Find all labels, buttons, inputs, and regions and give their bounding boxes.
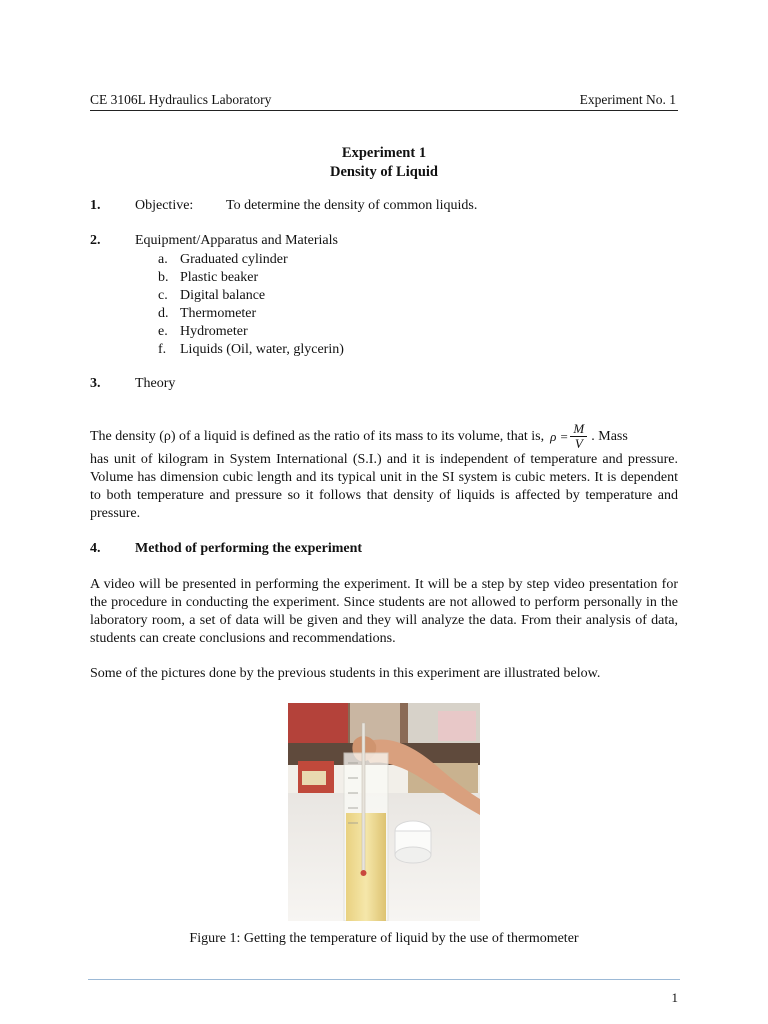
list-item: d. Thermometer (158, 306, 257, 321)
density-formula (550, 422, 587, 451)
title-line-2: Density of Liquid (330, 164, 438, 180)
header-divider (90, 110, 678, 111)
footer-divider (88, 979, 680, 980)
formula-denominator: V (574, 436, 583, 451)
header-experiment-no: Experiment No. 1 (579, 92, 676, 107)
method-paragraph: A video will be presented in performing the experiment. It will be a step by step video presentation for the procedure in conducting the experiment. Since students are not allowed to perform personally in the laboratory room, a set of data will be given and they will analyze the data. From their analysis of data, students can create conclusions and recommendations. (90, 577, 678, 646)
title-line-1: Experiment 1 (341, 145, 427, 161)
formula-lhs: ρ = (550, 428, 569, 444)
section-4-number: 4. (90, 541, 101, 556)
formula-numerator: M (570, 422, 587, 437)
document-title (0, 144, 768, 182)
theory-paragraph: has unit of kilogram in System International (S.I.) and it is independent of temperature and pressure. Volume has dimension cubic length and its typical unit in the SI system is cubic meters. It is dependent to both temperature and pressure so it follows that density of liquids is affected by temperature and pressure. (90, 452, 678, 521)
section-1-number: 1. (90, 198, 101, 213)
theory-lead-text: The density (ρ) of a liquid is defined as the ratio of its mass to its volume, that is, (90, 428, 545, 444)
list-item: e. Hydrometer (158, 324, 248, 339)
list-item: a. Graduated cylinder (158, 252, 288, 267)
section-2-number: 2. (90, 233, 101, 248)
figure-photo (288, 703, 480, 921)
section-2-label: Equipment/Apparatus and Materials (135, 233, 338, 248)
section-3-number: 3. (90, 376, 101, 391)
section-1-label: Objective: (135, 198, 194, 213)
section-3-label: Theory (135, 376, 176, 391)
header-course: CE 3106L Hydraulics Laboratory (90, 92, 272, 107)
theory-lead-tail: . Mass (591, 428, 628, 444)
equipment-list (158, 251, 344, 359)
list-item: c. Digital balance (158, 288, 266, 303)
lab-photo-illustration (288, 703, 480, 921)
pictures-intro: Some of the pictures done by the previous students in this experiment are illustrated below. (90, 666, 601, 681)
section-4-label: Method of performing the experiment (135, 541, 363, 556)
list-item: b. Plastic beaker (158, 270, 259, 285)
theory-first-line (90, 422, 680, 451)
page-number: 1 (671, 990, 678, 1005)
formula-fraction (570, 422, 587, 451)
list-item: f. Liquids (Oil, water, glycerin) (158, 342, 344, 357)
figure-caption: Figure 1: Getting the temperature of liquid by the use of thermometer (189, 931, 579, 946)
objective-text: To determine the density of common liquids. (226, 198, 478, 213)
